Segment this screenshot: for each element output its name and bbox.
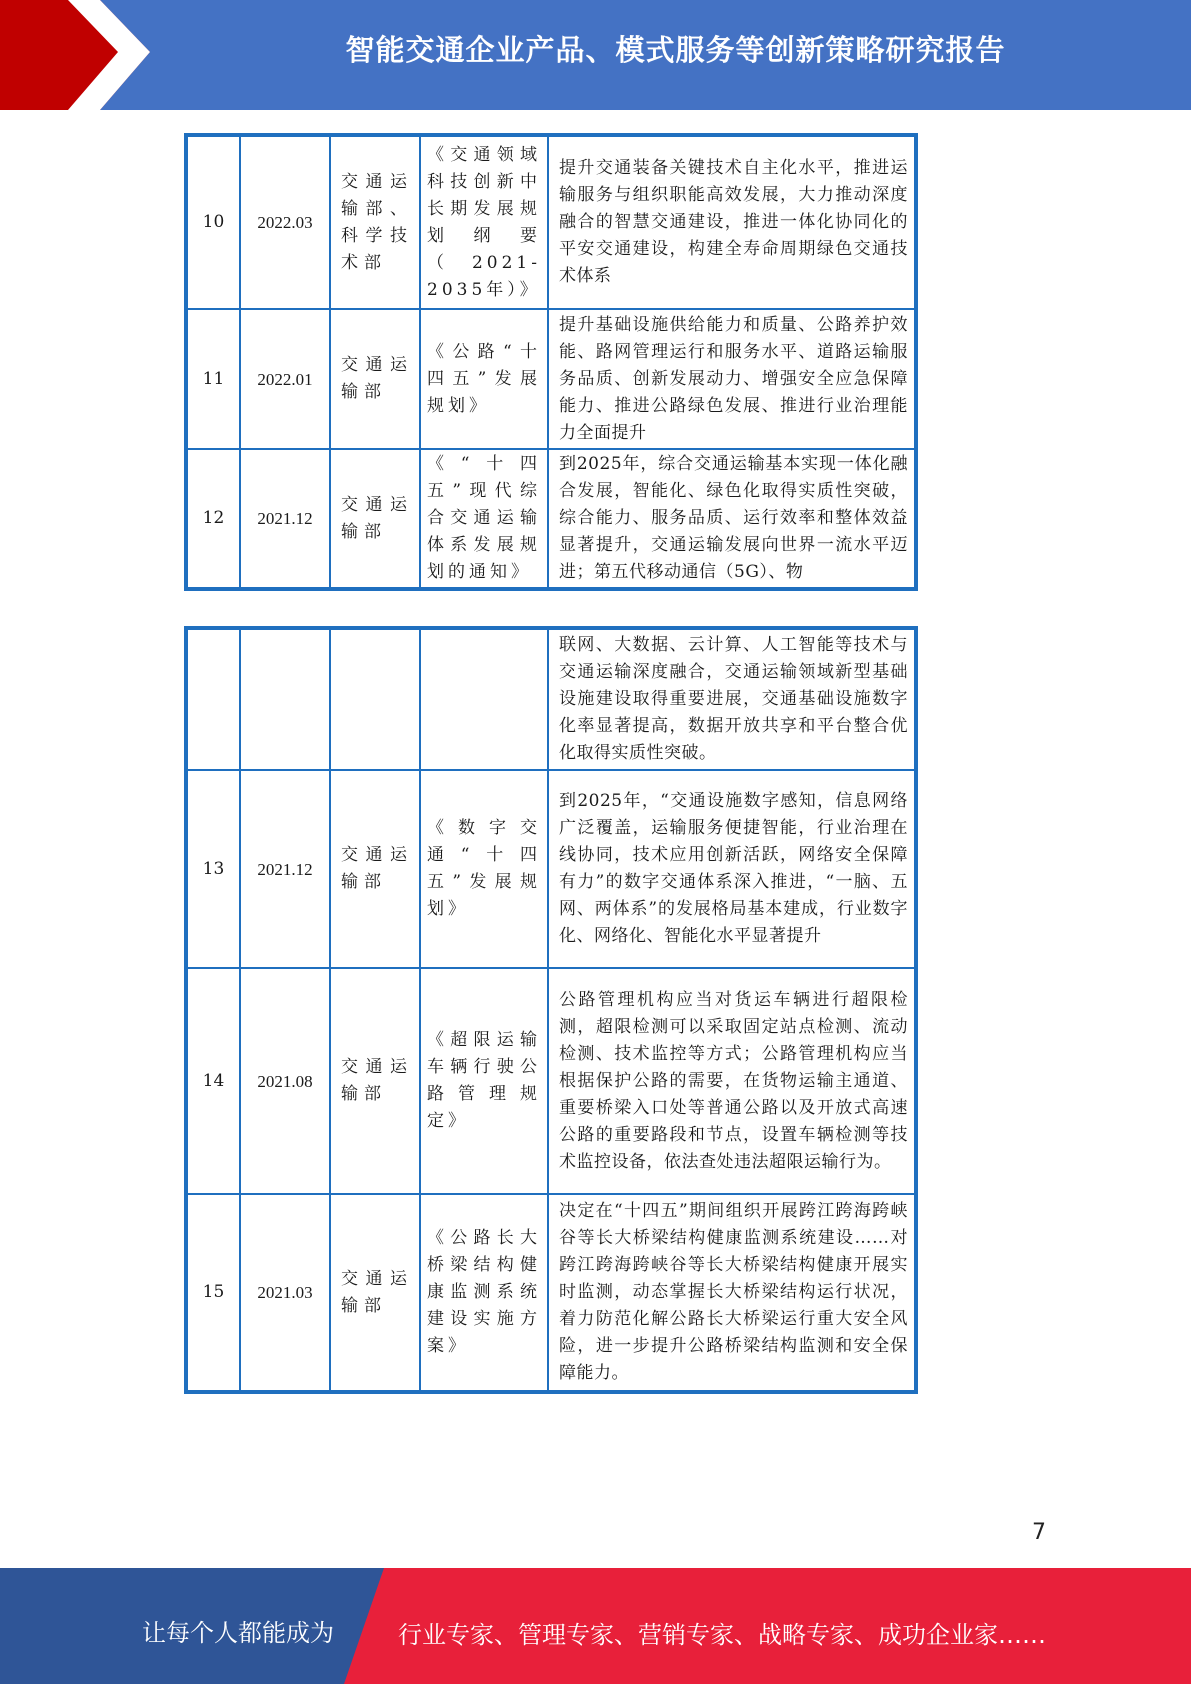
row-content: 公路管理机构应当对货运车辆进行超限检测，超限检测可以采取固定站点检测、流动检测、技术监控等方式；公路管理机构应当根据保护公路的需要，在货物运输主通道、重要桥梁入口处等普通公路以及开放式高速公路的重要路段和节点，设置车辆检测等技术监控设备，依法查处违法超限运输行为。	[548, 968, 916, 1194]
row-department: 交通运输部	[330, 770, 420, 968]
row-policy	[420, 628, 548, 770]
row-content: 提升基础设施供给能力和质量、公路养护效能、路网管理运行和服务水平、道路运输服务品质、创新发展动力、增强安全应急保障能力、推进公路绿色发展、推进行业治理能力全面提升	[548, 309, 916, 449]
row-department: 交通运输部	[330, 309, 420, 449]
table-row	[186, 770, 916, 968]
row-number: 14	[186, 968, 240, 1194]
row-content: 提升交通装备关键技术自主化水平，推进运输服务与组织职能高效发展，大力推动深度融合的智慧交通建设，推进一体化协同化的平安交通建设，构建全寿命周期绿色交通技术体系	[548, 135, 916, 309]
row-date	[240, 628, 330, 770]
row-number: 11	[186, 309, 240, 449]
row-department	[330, 628, 420, 770]
row-content: 到2025年，综合交通运输基本实现一体化融合发展，智能化、绿色化取得实质性突破，综合能力、服务品质、运行效率和整体效益显著提升，交通运输发展向世界一流水平迈进；第五代移动通信（5G）、物	[548, 449, 916, 589]
table-row	[186, 135, 916, 309]
row-date: 2021.12	[240, 449, 330, 589]
header-banner	[0, 0, 1191, 110]
row-date: 2021.12	[240, 770, 330, 968]
row-policy: 《公路“十四五”发展规划》	[420, 309, 548, 449]
row-content: 联网、大数据、云计算、人工智能等技术与交通运输深度融合，交通运输领域新型基础设施建设取得重要进展，交通基础设施数字化率显著提高，数据开放共享和平台整合优化取得实质性突破。	[548, 628, 916, 770]
row-number: 15	[186, 1194, 240, 1392]
table-row	[186, 968, 916, 1194]
page-number: 7	[1032, 1520, 1046, 1545]
table-row	[186, 628, 916, 770]
row-policy: 《交通领域科技创新中长期发展规划纲要（2021-2035年）》	[420, 135, 548, 309]
footer-slogan-right: 行业专家、管理专家、营销专家、战略专家、成功企业家……	[398, 1621, 1046, 1649]
policy-table-2	[184, 626, 918, 1394]
row-number: 13	[186, 770, 240, 968]
row-policy: 《公路长大桥梁结构健康监测系统建设实施方案》	[420, 1194, 548, 1392]
row-number: 12	[186, 449, 240, 589]
row-department: 交通运输部	[330, 968, 420, 1194]
report-title: 智能交通企业产品、模式服务等创新策略研究报告	[345, 33, 1006, 67]
row-date: 2021.03	[240, 1194, 330, 1392]
row-date: 2021.08	[240, 968, 330, 1194]
row-department: 交通运输部	[330, 449, 420, 589]
row-content: 到2025年，“交通设施数字感知，信息网络广泛覆盖，运输服务便捷智能，行业治理在线协同，技术应用创新活跃，网络安全保障有力”的数字交通体系深入推进，“一脑、五网、两体系”的发展格局基本建成，行业数字化、网络化、智能化水平显著提升	[548, 770, 916, 968]
footer-slogan-left: 让每个人都能成为	[142, 1619, 334, 1647]
row-department: 交通运输部	[330, 1194, 420, 1392]
row-department: 交通运输部、科学技术部	[330, 135, 420, 309]
table-row	[186, 309, 916, 449]
row-number	[186, 628, 240, 770]
table-row	[186, 1194, 916, 1392]
header-arrow-decoration	[0, 0, 150, 110]
row-policy: 《“十四五”现代综合交通运输体系发展规划的通知》	[420, 449, 548, 589]
row-date: 2022.01	[240, 309, 330, 449]
row-policy: 《数字交通“十四五”发展规划》	[420, 770, 548, 968]
table-row	[186, 449, 916, 589]
row-date: 2022.03	[240, 135, 330, 309]
policy-table-1	[184, 133, 918, 591]
row-policy: 《超限运输车辆行驶公路管理规定》	[420, 968, 548, 1194]
row-content: 决定在“十四五”期间组织开展跨江跨海跨峡谷等长大桥梁结构健康监测系统建设……对跨江跨海跨峡谷等长大桥梁结构健康开展实时监测，动态掌握长大桥梁结构运行状况，着力防范化解公路长大桥梁运行重大安全风险，进一步提升公路桥梁结构监测和安全保障能力。	[548, 1194, 916, 1392]
row-number: 10	[186, 135, 240, 309]
